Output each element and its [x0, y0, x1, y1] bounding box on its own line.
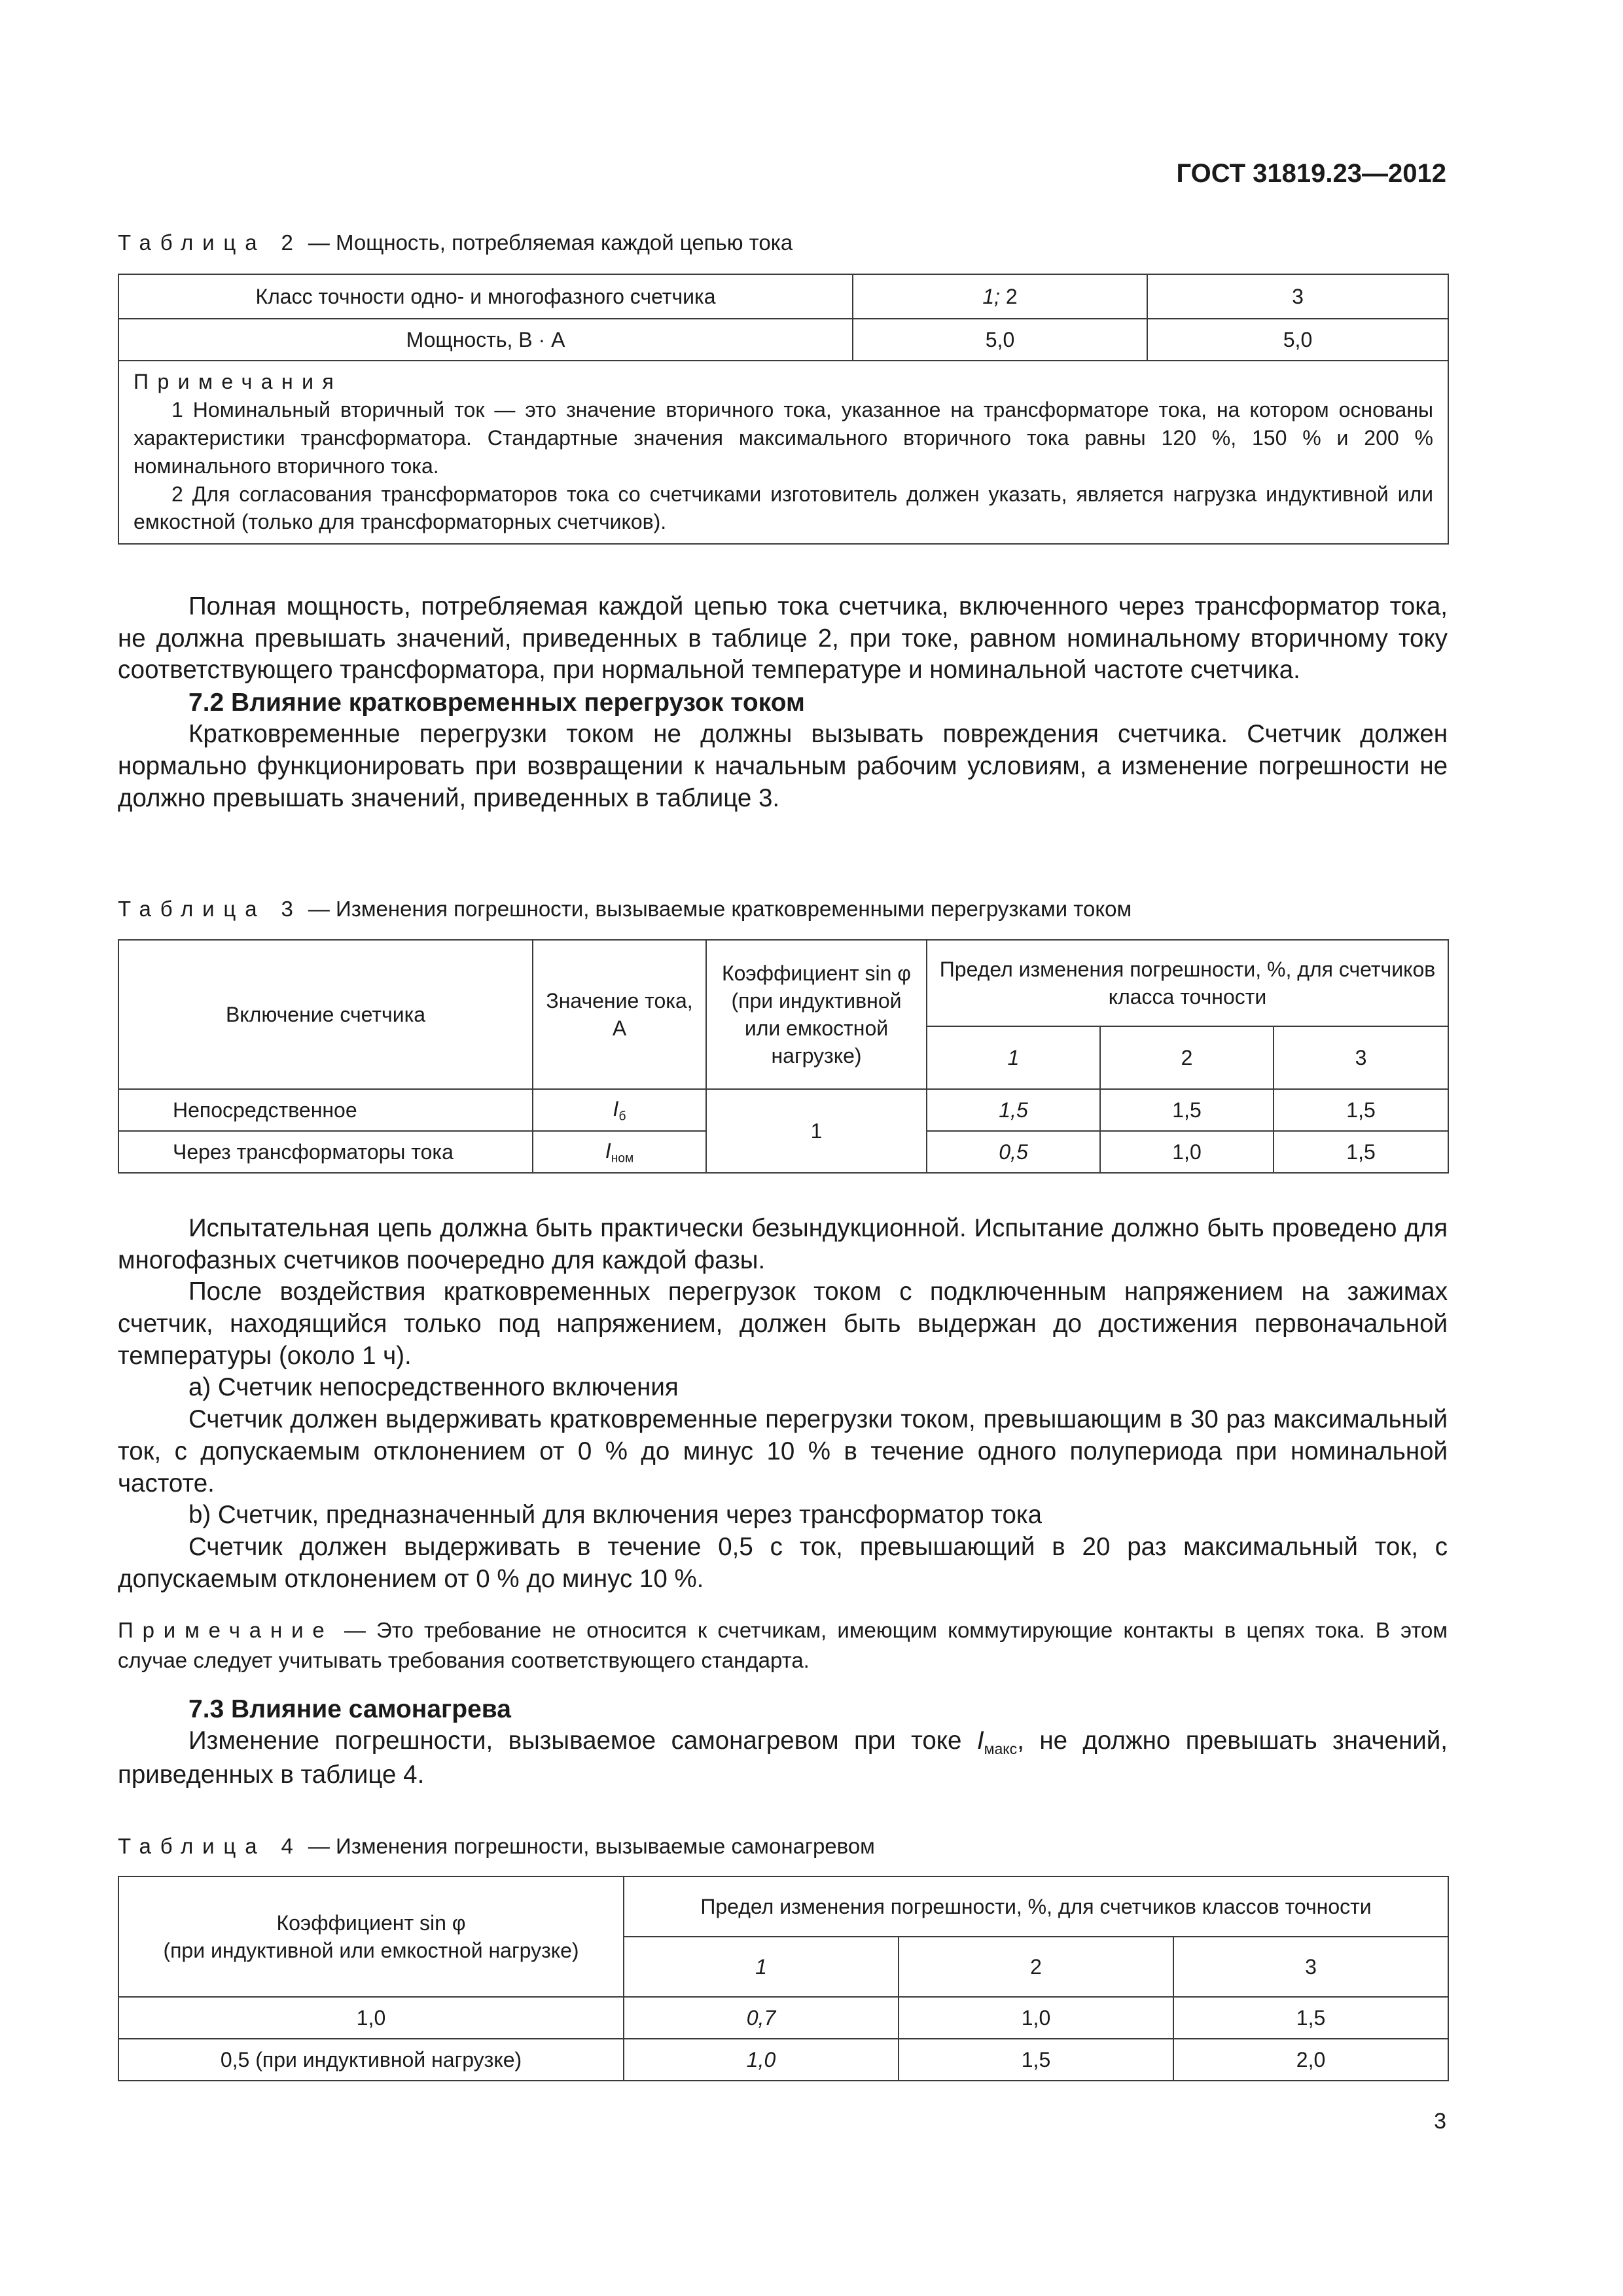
table2-caption-text: — Мощность, потребляемая каждой цепью тока	[302, 230, 793, 255]
table4-caption-label: Таблица 4	[118, 1834, 302, 1858]
table4-row-1	[118, 1997, 1448, 2039]
table4-caption-text: — Изменения погрешности, вызываемые самонагревом	[302, 1834, 875, 1858]
table2-notes	[118, 361, 1448, 544]
table3-head-class-1: 1	[927, 1026, 1100, 1089]
table4-head-class-3: 3	[1173, 1937, 1448, 1997]
table4-caption	[118, 1834, 875, 1859]
table2-notes-row	[118, 361, 1448, 544]
table2-class-3: 3	[1147, 274, 1448, 319]
table2-notes-heading: Примечания	[134, 370, 343, 393]
table2-class-1-2: 1; 2	[853, 274, 1147, 319]
table4-row1-class-1: 0,7	[624, 1997, 899, 2039]
table2-power-1-2: 5,0	[853, 319, 1147, 361]
table3-current-transformer: $I_{ном}$	[533, 1131, 706, 1173]
table4-head-limit: Предел изменения погрешности, %, для счетчиков классов точности	[624, 1876, 1448, 1937]
table2-power-label: Мощность, В · А	[118, 319, 853, 361]
paragraph-test-circuit: Испытательная цепь должна быть практически безындукционной. Испытание должно быть проведено для многофазных счетчиков поочередно для каждой фазы.	[118, 1214, 1448, 1274]
body-block-2	[118, 1213, 1448, 1595]
table3-caption-label: Таблица 3	[118, 897, 302, 921]
section-7-3-paragraph: Изменение погрешности, вызываемое самонагревом при токе $I_{макс}$, не должно превышать значений, приведенных в таблице 4.	[118, 1727, 1448, 1789]
table4-head-class-1: 1	[624, 1937, 899, 1997]
table4-row2-class-2: 1,5	[899, 2039, 1173, 2081]
note-label: Примечание	[118, 1618, 334, 1642]
table4-head-coefficient: Коэффициент sin φ (при индуктивной или емкостной нагрузке)	[118, 1876, 624, 1997]
table4-header-row-1	[118, 1876, 1448, 1937]
body-block-1	[118, 591, 1448, 814]
note-paragraph	[118, 1615, 1448, 1676]
table2-row-power	[118, 319, 1448, 361]
table2-note-2: 2 Для согласования трансформаторов тока со счетчиками изготовитель должен указать, является нагрузка индуктивной или емкостной (только для трансформаторных счетчиков).	[134, 482, 1433, 534]
table2	[118, 274, 1449, 545]
paragraph-power: Полная мощность, потребляемая каждой цепью тока счетчика, включенного через трансформатор тока, не должна превышать значений, приведенных в таблице 2, при токе, равном номинальному вторичному току соответствующего трансформатора, при нормальной температуре и номинальной частоте счетчика.	[118, 592, 1448, 685]
table4-row2-class-1: 1,0	[624, 2039, 899, 2081]
item-b-heading: b) Счетчик, предназначенный для включения через трансформатор тока	[188, 1501, 1043, 1530]
item-a-heading: а) Счетчик непосредственного включения	[188, 1373, 679, 1402]
table4-coef-1: 1,0	[118, 1997, 624, 2039]
table3-transformer-class-3: 1,5	[1274, 1131, 1448, 1173]
table4	[118, 1876, 1449, 2081]
table3-direct-class-1: 1,5	[927, 1089, 1100, 1131]
paragraph-after-overload: После воздействия кратковременных перегрузок током с подключенным напряжением на зажимах счетчик, находящийся только под напряжением, должен быть выдержан до достижения первоначальной температуры (около 1 ч).	[118, 1278, 1448, 1370]
note-text: — Это требование не относится к счетчикам, имеющим коммутирующие контакты в цепях тока. В этом случае следует учитывать требования соответствующего стандарта.	[118, 1618, 1448, 1673]
table3-caption-text: — Изменения погрешности, вызываемые кратковременными перегрузками током	[302, 897, 1132, 921]
section-7-2-heading: 7.2 Влияние кратковременных перегрузок током	[188, 689, 805, 717]
table2-caption-label: Таблица 2	[118, 230, 302, 255]
table4-row1-class-2: 1,0	[899, 1997, 1173, 2039]
table3-direct-class-3: 1,5	[1274, 1089, 1448, 1131]
table4-head-class-2: 2	[899, 1937, 1173, 1997]
table3-direct-class-2: 1,5	[1100, 1089, 1274, 1131]
table2-power-3: 5,0	[1147, 319, 1448, 361]
item-a-text: Счетчик должен выдерживать кратковременные перегрузки током, превышающим в 30 раз максимальный ток, с допускаемым отклонением от 0 % до минус 10 % в течение одного полупериода при номинальной частоте.	[118, 1405, 1448, 1498]
section-7-3-heading: 7.3 Влияние самонагрева	[188, 1695, 511, 1723]
table3-head-class-3: 3	[1274, 1026, 1448, 1089]
table2-caption	[118, 230, 793, 255]
note-block	[118, 1615, 1448, 1676]
table4-coef-2: 0,5 (при индуктивной нагрузке)	[118, 2039, 624, 2081]
standard-number: ГОСТ 31819.23—2012	[1176, 159, 1446, 188]
table3-head-current: Значение тока, А	[533, 940, 706, 1089]
table3-connection-direct: Непосредственное	[118, 1089, 533, 1131]
table3-head-class-2: 2	[1100, 1026, 1274, 1089]
body-block-3	[118, 1693, 1448, 1791]
table3-transformer-class-1: 0,5	[927, 1131, 1100, 1173]
page-number: 3	[1434, 2109, 1446, 2134]
table3-caption	[118, 897, 1132, 922]
table3	[118, 939, 1449, 1174]
item-b-text: Счетчик должен выдерживать в течение 0,5 с ток, превышающий в 20 раз максимальный ток, с допускаемым отклонением от 0 % до минус 10 %.	[118, 1532, 1448, 1593]
table3-head-coefficient: Коэффициент sin φ (при индуктивной или емкостной нагрузке)	[706, 940, 927, 1089]
table4-row1-class-3: 1,5	[1173, 1997, 1448, 2039]
table4-row-2	[118, 2039, 1448, 2081]
table3-head-limit: Предел изменения погрешности, %, для счетчиков класса точности	[927, 940, 1448, 1026]
table3-row-direct	[118, 1089, 1448, 1131]
table2-class-label: Класс точности одно- и многофазного счетчика	[118, 274, 853, 319]
table3-connection-transformer: Через трансформаторы тока	[118, 1131, 533, 1173]
table3-coefficient-value: 1	[706, 1089, 927, 1173]
table3-header-row-1	[118, 940, 1448, 1026]
table3-head-connection: Включение счетчика	[118, 940, 533, 1089]
table3-current-direct: $I_б$	[533, 1089, 706, 1131]
table2-note-1: 1 Номинальный вторичный ток — это значение вторичного тока, указанное на трансформаторе тока, на котором основаны характеристики трансформатора. Стандартные значения максимального вторичного тока равны 120 %, 150 % и 200 % номинального вторичного тока.	[134, 397, 1433, 478]
table2-row-class	[118, 274, 1448, 319]
table3-transformer-class-2: 1,0	[1100, 1131, 1274, 1173]
table4-row2-class-3: 2,0	[1173, 2039, 1448, 2081]
section-7-2-paragraph: Кратковременные перегрузки током не должны вызывать повреждения счетчика. Счетчик должен нормально функционировать при возвращении к начальным рабочим условиям, а изменение погрешности не должно превышать значений, приведенных в таблице 3.	[118, 720, 1448, 812]
